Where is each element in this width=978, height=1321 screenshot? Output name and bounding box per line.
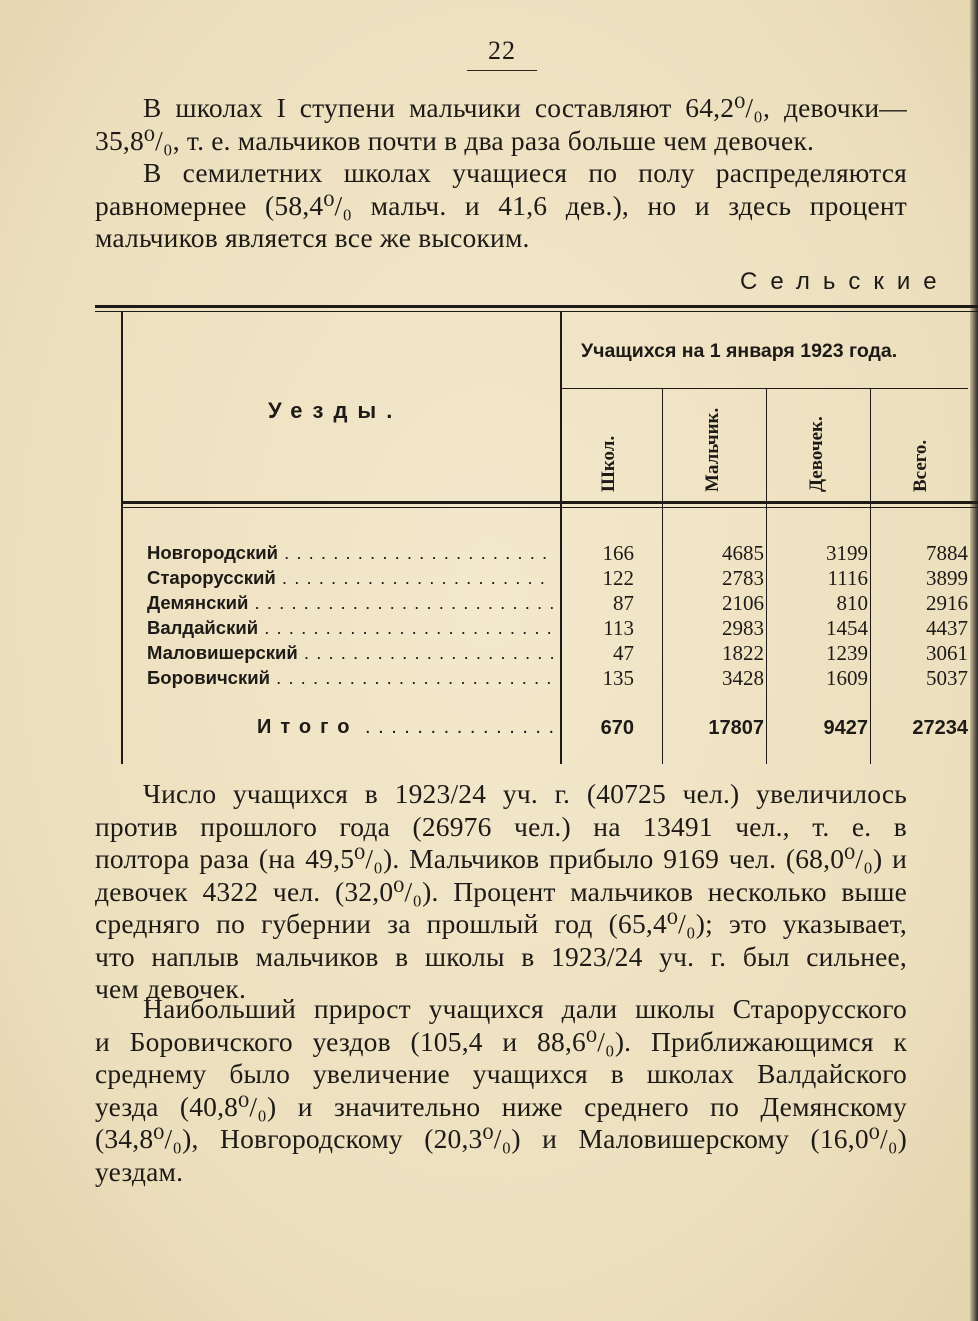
text-line: (34,8⁰/₀), Новгородскому (20,3⁰/₀) и Маловишерскому (16,0⁰/₀)	[95, 1123, 907, 1154]
col-divider-names	[560, 312, 562, 764]
table-left-rule	[121, 312, 123, 764]
cell-girls: 1609	[826, 666, 868, 690]
total-schools: 670	[600, 717, 634, 739]
cell-schools: 166	[602, 541, 634, 565]
text-line: равномернее (58,4⁰/₀ мальч. и 41,6 дев.), но и здесь процент	[95, 189, 907, 221]
cell-total: 3061	[926, 641, 968, 665]
cell-boys: 2106	[722, 591, 764, 615]
total-boys: 17807	[708, 717, 764, 739]
text-line: среднему было увеличение учащихся в школах Валдайского	[95, 1058, 907, 1089]
text-line: девочек 4322 чел. (32,0⁰/₀). Процент мальчиков несколько выше	[95, 875, 907, 907]
cell-girls: 1239	[826, 641, 868, 665]
paragraph-largest-growth	[95, 993, 907, 1188]
header-girls: Девочек.	[806, 416, 827, 492]
row-name: Валдайский . . .	[147, 617, 553, 642]
table-title: Сельские	[740, 268, 950, 295]
header-boys: Мальчик.	[702, 407, 723, 492]
page-edge-shadow	[970, 0, 978, 1321]
row-name: Демянский . . .	[147, 592, 553, 617]
text-line: мальчиков является все же высоким.	[95, 222, 530, 253]
row-name: Маловишерский . . .	[147, 642, 553, 667]
paragraph-boys-girls-stage1	[95, 92, 907, 157]
text-line: и Боровичского уездов (105,4 и 88,6⁰/₀). Приближающимся к	[95, 1025, 907, 1057]
row-name: Новгородский . . .	[147, 542, 553, 567]
header-uezdy: Уезды.	[268, 398, 403, 423]
text-line: что наплыв мальчиков в школы в 1923/24 уч. г. был сильнее,	[95, 940, 907, 972]
header-bottom-rule-thin	[123, 507, 978, 508]
cell-schools: 122	[602, 566, 634, 590]
cell-girls: 810	[836, 591, 868, 615]
header-bottom-rule	[123, 501, 978, 504]
paragraph-seven-year-schools	[95, 157, 907, 255]
cell-total: 3899	[926, 566, 968, 590]
text-line: чем девочек.	[95, 973, 247, 1004]
total-label: Итого . . .	[257, 716, 554, 744]
cell-girls: 1454	[826, 616, 868, 640]
text-line: средняго по губернии за прошлый год (65,4⁰/₀); это указывает,	[95, 908, 907, 939]
cell-total: 2916	[926, 591, 968, 615]
row-name: Старорусский . . .	[147, 567, 553, 592]
text-line: против прошлого года (26976 чел.) на 13491 чел., т. е. в	[95, 810, 907, 842]
text-line: уездам.	[95, 1155, 184, 1187]
cell-total: 4437	[926, 616, 968, 640]
cell-boys: 3428	[722, 666, 764, 690]
cell-girls: 3199	[826, 541, 868, 565]
header-total: Всего.	[910, 439, 931, 492]
text-line: 35,8⁰/₀, т. е. мальчиков почти в два раза больше чем девочек.	[95, 124, 815, 156]
cell-boys: 2983	[722, 616, 764, 640]
text-line: уезда (40,8⁰/₀) и значительно ниже среднего по Демянскому	[95, 1090, 907, 1122]
cell-total: 5037	[926, 666, 968, 690]
text-line: В семилетних школах учащиеся по полу распределяются	[143, 157, 907, 188]
page-number: 22	[467, 36, 537, 71]
cell-schools: 113	[603, 616, 634, 640]
cell-total: 7884	[926, 541, 968, 565]
paragraph-growth-1923	[95, 778, 907, 1006]
cell-boys: 1822	[722, 641, 764, 665]
table-top-rule-thin	[95, 311, 978, 312]
header-schools: Школ.	[598, 435, 619, 492]
cell-schools: 47	[613, 641, 634, 665]
cell-schools: 135	[602, 666, 634, 690]
total-girls: 9427	[823, 717, 868, 739]
text-line: Наибольший прирост учащихся дали школы Старорусского	[143, 993, 907, 1024]
cell-schools: 87	[613, 591, 634, 615]
cell-boys: 2783	[722, 566, 764, 590]
text-line: полтора раза (на 49,5⁰/₀). Мальчиков прибыло 9169 чел. (68,0⁰/₀) и	[95, 843, 907, 874]
cell-boys: 4685	[722, 541, 764, 565]
cell-girls: 1116	[827, 566, 868, 590]
table-top-rule	[95, 305, 978, 308]
row-name: Боровичский . . .	[147, 667, 553, 692]
header-students-group: Учащихся на 1 января 1923 года.	[581, 340, 898, 362]
text-line: Число учащихся в 1923/24 уч. г. (40725 чел.) увеличилось	[143, 778, 907, 809]
total-all: 27234	[912, 717, 968, 739]
group-header-rule	[562, 388, 968, 389]
text-line: В школах I ступени мальчики составляют 64,2⁰/₀, девочки—	[143, 92, 907, 123]
